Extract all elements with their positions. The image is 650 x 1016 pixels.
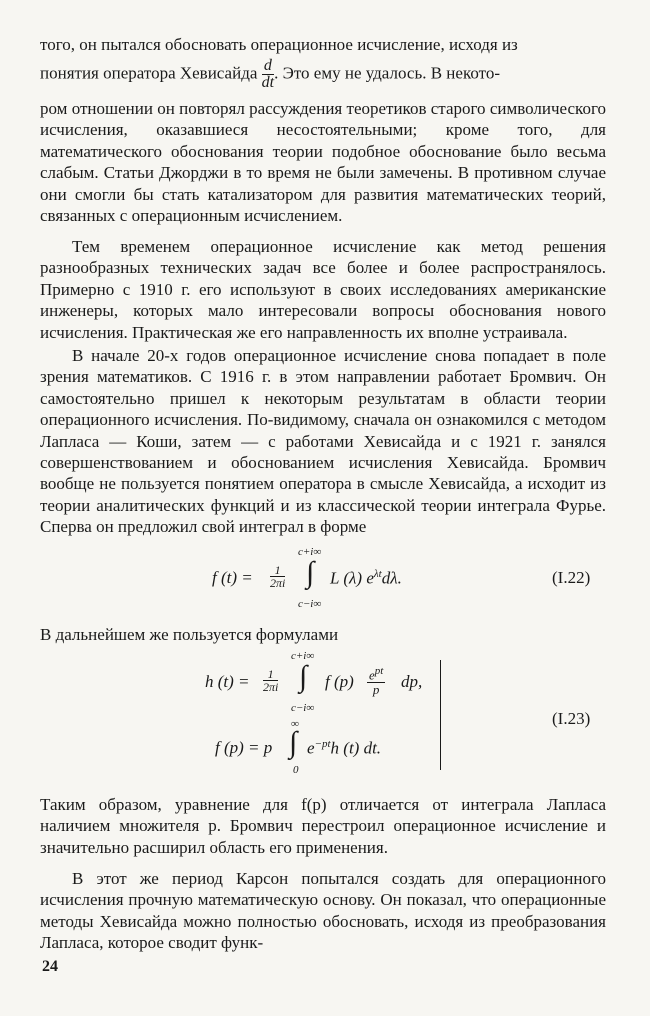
formula-1-23-line-1-integrand: f (p) — [325, 672, 354, 691]
page-number: 24 — [42, 958, 58, 975]
formula-1-22-integrand: L (λ) $e^{\lambda t}d\lambda$. — [330, 568, 402, 588]
formula-1-23-line-1-fraction: $\frac{1}{2\pi i}$ — [263, 667, 279, 694]
formula-1-22-lhs: f (t) = — [212, 568, 253, 587]
formula-1-23-line-2 — [215, 718, 425, 780]
equation-number-1-22: (I.22) — [552, 568, 591, 587]
formula-1-23-line-2-lhs: f (p) = p — [215, 738, 273, 757]
formula-1-23-line-1-upper-limit: c+i∞ — [291, 650, 315, 662]
paragraph-1-line-2 — [40, 58, 606, 98]
heaviside-operator: $\frac{d}{dt}$ — [261, 57, 275, 91]
paragraph-3: В начале 20-х годов операционное исчисление снова попадает в поле зрения математиков. С 1916 г. в этом направлении работает Бромвич. Он самостоятельно пришел к некоторым результатам в области теории операционного исчисления. По-видимому, сначала он ознакомился с методом Лапласа — Коши, затем — с работами Хевисайда и с 1921 г. занялся совершенствованием и обоснованием исчисления Хевисайда. Бромвич вообще не пользуется понятием оператора в смысле Хевисайда, а исходит из теории аналитических функций и из классической теории интеграла Фурье. Сперва он предложил свой интеграл в форме — [40, 346, 606, 537]
formula-1-23-line-1 — [205, 652, 425, 714]
equation-number-1-23: (I.23) — [552, 709, 591, 728]
formula-1-23-line-2-upper-limit: ∞ — [291, 718, 299, 730]
paragraph-5: Таким образом, уравнение для f(p) отличается от интеграла Лапласа наличием множителя p. Бромвич перестроил операционное исчисление и значительно расширил область его применения. — [40, 795, 606, 857]
paragraph-1-line-2-text-a: понятия оператора Хевисайда — [40, 63, 258, 83]
formula-1-23-line-1-tail: dp, — [401, 672, 423, 691]
paragraph-1-rest: ром отношении он повторял рассуждения теоретиков старого символического исчисления, оказавшиеся несостоятельными; кроме того, для математического обоснования теории подобное обоснование было весьма слабым. Статьи Джорджи в то время не были замечены. В противном случае они смогли бы стать катализатором для развития математических теорий, связанных с операционным исчислением. — [40, 99, 606, 226]
paragraph-1-line-1: того, он пытался обосновать операционное исчисление, исходя из — [40, 35, 518, 54]
formula-1-23-line-2-lower-limit: 0 — [293, 764, 299, 776]
paragraph-1-line-2-text-b: . Это ему не удалось. В некото- — [274, 63, 500, 83]
formula-1-23-inner-fraction: $e^{pt}$ p — [369, 665, 384, 698]
formula-1-22-lower-limit: c−i∞ — [298, 598, 322, 610]
integral-sign-icon: ∫ — [306, 556, 315, 589]
formula-1-22-upper-limit: c+i∞ — [298, 546, 322, 558]
integral-sign-icon: ∫ — [289, 726, 298, 759]
paragraph-2: Тем временем операционное исчисление как метод решения разнообразных технических задач все более и более распространялось. Примерно с 1910 г. его используют в своих исследованиях американские инженеры, которых мало интересовали вопросы обоснования нового исчисления. Практическая же его направленность их вполне устраивала. — [40, 237, 606, 342]
formula-1-23-line-1-lower-limit: c−i∞ — [291, 702, 315, 714]
system-brace — [436, 660, 441, 770]
paragraph-4: В дальнейшем же пользуется формулами — [40, 625, 339, 644]
formula-1-22-fraction: $\frac{1}{2\pi i}$ — [270, 563, 286, 590]
integral-sign-icon: ∫ — [299, 660, 308, 693]
paragraph-6: В этот же период Карсон попытался создать для операционного исчисления прочную математическую основу. Он показал, что операционные методы Хевисайда можно полностью обосновать, исходя из преобразования Лапласа, которое сводит функ- — [40, 869, 606, 953]
formula-1-23-line-2-integrand: $e^{-pt}h$ (t) dt. — [307, 738, 382, 758]
formula-1-23-line-1-lhs: h (t) = — [205, 672, 250, 691]
